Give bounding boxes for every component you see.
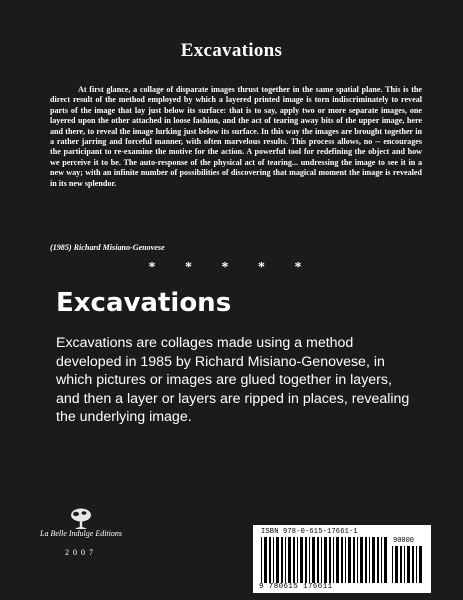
section-divider: * * * * *: [148, 260, 315, 275]
publisher-name: La Belle Indulge Editions: [40, 529, 122, 538]
publication-year: 2007: [65, 548, 97, 557]
essay-signature: (1985) Richard Misiano-Genovese: [50, 243, 165, 252]
section-heading: Excavations: [56, 288, 232, 318]
publisher-logo: [36, 508, 126, 564]
isbn-label: ISBN 978-0-615-17661-1: [261, 528, 358, 536]
tree-icon: [69, 508, 93, 530]
barcode-digits: 9 780615 176611: [259, 583, 333, 591]
barcode-box: [253, 525, 431, 593]
price-addon-label: 90000: [393, 537, 415, 545]
isbn-barcode: [261, 537, 389, 583]
price-addon-barcode: [392, 546, 424, 583]
essay-text: At first glance, a collage of disparate images thrust together in the same spatial plane. This is the direct result of the method employed by which a layered printed image is torn indiscriminately to reveal parts of the image that lay just below its surface: that is to say, apply two or more separate images, one layered upon the other attached in loose fashion, and the act of tearing away bits of the upper image, here and there, to reveal the image lurking just below its surface. In this way the images are brought together in a rather jarring and forceful manner, with often marvelous results. This process allows, no -- encourages the participant to re-examine the motive for the action. A powerful tool for redefining the object and how we perceive it to be. The auto-response of the physical act of tearing... undressing the image to see it in a new way; with an infinite number of possibilities of discovering that magical moment the image is revealed in its new splendor.: [50, 85, 422, 188]
page-title: Excavations: [180, 40, 283, 61]
summary-text: Excavations are collages made using a method developed in 1985 by Richard Misiano-Genovese, in which pictures or images are glued together in layers, and then a layer or layers are ripped in places, revealing the underlying image.: [56, 335, 410, 426]
